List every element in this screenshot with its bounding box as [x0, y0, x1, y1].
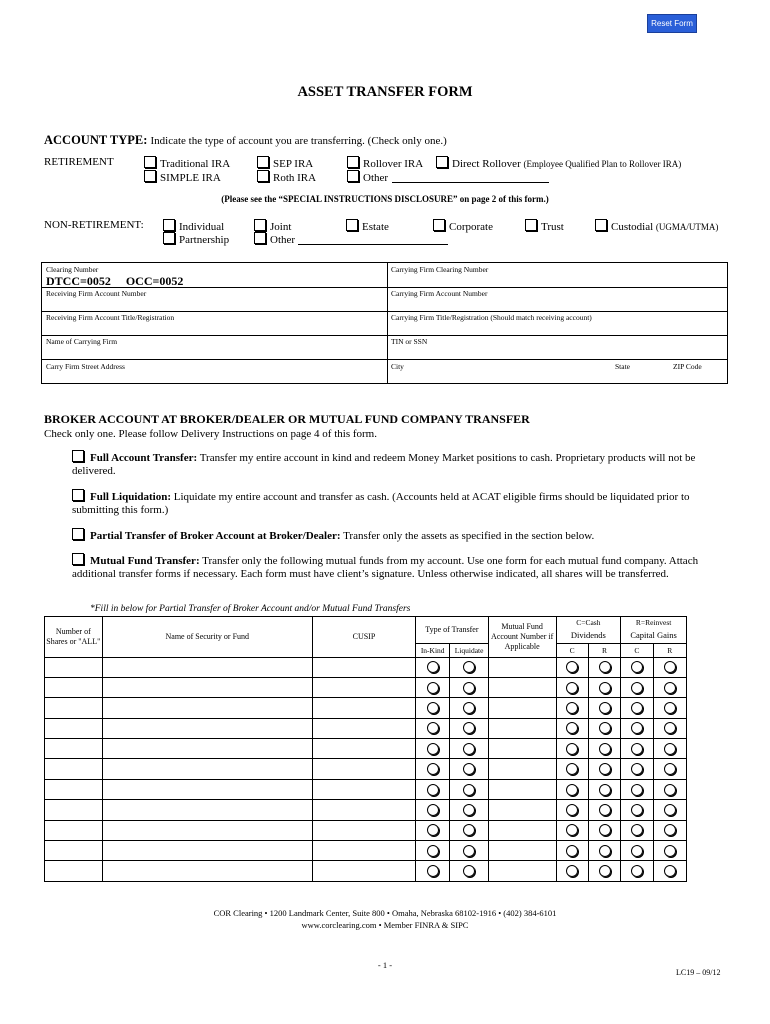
other-nonretirement-line[interactable] [298, 244, 448, 245]
type-of-transfer-header: Type of Transfer [416, 617, 489, 644]
zip-label[interactable]: ZIP Code [673, 362, 702, 371]
form-code: LC19 – 09/12 [676, 968, 721, 977]
liquidate-radio[interactable] [463, 824, 475, 836]
div-cash-radio[interactable] [566, 865, 578, 877]
in-kind-radio[interactable] [427, 845, 439, 857]
mf-account-cell[interactable] [488, 820, 556, 840]
div-reinvest-radio[interactable] [599, 661, 611, 673]
liquidate-radio[interactable] [463, 702, 475, 714]
mf-account-cell[interactable] [488, 677, 556, 697]
table-row [45, 841, 687, 861]
in-kind-radio[interactable] [427, 702, 439, 714]
cusip-cell[interactable] [312, 841, 415, 861]
cg-cash-radio[interactable] [631, 661, 643, 673]
in-kind-radio[interactable] [427, 682, 439, 694]
in-kind-radio[interactable] [427, 804, 439, 816]
firm-info-box [41, 262, 728, 384]
cg-reinvest-radio[interactable] [664, 845, 676, 857]
liquidate-radio[interactable] [463, 763, 475, 775]
in-kind-header: In-Kind [416, 643, 450, 657]
simple-ira-option[interactable]: SIMPLE IRA [144, 170, 221, 184]
liquidate-header: Liquidate [450, 643, 488, 657]
individual-option[interactable]: Individual [163, 219, 224, 233]
div-reinvest-radio[interactable] [599, 682, 611, 694]
table-row [45, 759, 687, 779]
carrying-firm-name-label[interactable]: Name of Carrying Firm [46, 337, 118, 346]
other-retirement-option[interactable]: Other [347, 170, 388, 184]
cusip-cell[interactable] [312, 759, 415, 779]
cg-cash-radio[interactable] [631, 743, 643, 755]
reset-form-button[interactable]: Reset Form [647, 14, 697, 33]
rollover-ira-option[interactable]: Rollover IRA [347, 156, 423, 170]
div-cash-radio[interactable] [566, 804, 578, 816]
shares-cell[interactable] [45, 820, 103, 840]
full-liquidation-option[interactable]: Full Liquidation: Liquidate my entire account and transfer as cash. (Accounts held at ACAT eligible firms should be liquidated prior to submitting this form.) [72, 491, 690, 516]
carrying-clearing-label[interactable]: Carrying Firm Clearing Number [391, 265, 489, 274]
liquidate-radio[interactable] [463, 743, 475, 755]
cash-legend: C=Cash [556, 617, 621, 628]
cusip-cell[interactable] [312, 739, 415, 759]
receiving-title-label[interactable]: Receiving Firm Account Title/Registration [46, 313, 175, 322]
in-kind-radio[interactable] [427, 865, 439, 877]
security-cell[interactable] [102, 718, 312, 738]
estate-option[interactable]: Estate [346, 219, 389, 233]
other-nonretirement-option[interactable]: Other [254, 232, 295, 246]
traditional-ira-option[interactable]: Traditional IRA [144, 156, 230, 170]
liquidate-radio[interactable] [463, 682, 475, 694]
div-cash-radio[interactable] [566, 784, 578, 796]
div-reinvest-radio[interactable] [599, 743, 611, 755]
cg-reinvest-radio[interactable] [664, 682, 676, 694]
security-cell[interactable] [102, 861, 312, 881]
joint-option[interactable]: Joint [254, 219, 291, 233]
div-cash-radio[interactable] [566, 824, 578, 836]
cg-cash-radio[interactable] [631, 865, 643, 877]
table-row [45, 820, 687, 840]
table-row [45, 779, 687, 799]
table-row [45, 657, 687, 677]
cusip-cell[interactable] [312, 820, 415, 840]
cg-reinvest-radio[interactable] [664, 804, 676, 816]
retirement-label: RETIREMENT [44, 156, 114, 168]
div-cash-radio[interactable] [566, 702, 578, 714]
trust-option[interactable]: Trust [525, 219, 564, 233]
cg-cash-radio[interactable] [631, 722, 643, 734]
mf-account-cell[interactable] [488, 739, 556, 759]
security-cell[interactable] [102, 779, 312, 799]
mutual-fund-account-header: Mutual Fund Account Number if Applicable [488, 617, 556, 658]
security-cell[interactable] [102, 820, 312, 840]
liquidate-radio[interactable] [463, 845, 475, 857]
div-reinvest-radio[interactable] [599, 865, 611, 877]
table-row [45, 698, 687, 718]
reinvest-legend: R=Reinvest [621, 617, 687, 628]
cusip-cell[interactable] [312, 698, 415, 718]
security-cell[interactable] [102, 739, 312, 759]
direct-rollover-option[interactable]: Direct Rollover (Employee Qualified Plan to Rollover IRA) [436, 156, 681, 170]
div-cash-radio[interactable] [566, 763, 578, 775]
cg-cash-radio[interactable] [631, 845, 643, 857]
cg-r-header: R [653, 643, 686, 657]
cg-reinvest-radio[interactable] [664, 824, 676, 836]
special-instructions-note: (Please see the “SPECIAL INSTRUCTIONS DISCLOSURE” on page 2 of this form.) [221, 194, 549, 204]
in-kind-radio[interactable] [427, 824, 439, 836]
sep-ira-option[interactable]: SEP IRA [257, 156, 313, 170]
securities-table [44, 616, 687, 882]
form-title: ASSET TRANSFER FORM [297, 84, 473, 100]
broker-instruction: Check only one. Please follow Delivery Instructions on page 4 of this form. [44, 428, 377, 440]
cg-reinvest-radio[interactable] [664, 722, 676, 734]
shares-cell[interactable] [45, 759, 103, 779]
liquidate-radio[interactable] [463, 661, 475, 673]
shares-header: Number of Shares or "ALL" [45, 617, 103, 658]
div-reinvest-radio[interactable] [599, 845, 611, 857]
cusip-cell[interactable] [312, 718, 415, 738]
cusip-cell[interactable] [312, 677, 415, 697]
cg-reinvest-radio[interactable] [664, 784, 676, 796]
cusip-cell[interactable] [312, 657, 415, 677]
cg-cash-radio[interactable] [631, 763, 643, 775]
div-c-header: C [556, 643, 588, 657]
cg-cash-radio[interactable] [631, 824, 643, 836]
dtcc-occ-value: DTCC=0052 OCC=0052 [46, 274, 184, 288]
in-kind-radio[interactable] [427, 743, 439, 755]
security-cell[interactable] [102, 698, 312, 718]
receiving-account-label[interactable]: Receiving Firm Account Number [46, 289, 147, 298]
liquidate-radio[interactable] [463, 804, 475, 816]
security-name-header: Name of Security or Fund [102, 617, 312, 658]
table-row [45, 861, 687, 881]
table-row [45, 739, 687, 759]
partnership-option[interactable]: Partnership [163, 232, 229, 246]
shares-cell[interactable] [45, 800, 103, 820]
mf-account-cell[interactable] [488, 779, 556, 799]
shares-cell[interactable] [45, 698, 103, 718]
shares-cell[interactable] [45, 779, 103, 799]
div-r-header: R [588, 643, 620, 657]
shares-cell[interactable] [45, 739, 103, 759]
security-cell[interactable] [102, 841, 312, 861]
mutual-fund-transfer-option[interactable]: Mutual Fund Transfer: Transfer only the following mutual funds from my account. Use one form for each mutual fund company. Attach additional transfer forms if necessary. Each form must have client’s signature. Unless otherwise indicated, all shares will be transferred. [72, 555, 699, 580]
mf-account-cell[interactable] [488, 800, 556, 820]
dividends-header: Dividends [556, 627, 621, 643]
state-label[interactable]: State [615, 362, 630, 371]
mf-account-cell[interactable] [488, 698, 556, 718]
carrying-title-label[interactable]: Carrying Firm Title/Registration (Should match receiving account) [391, 313, 592, 322]
security-cell[interactable] [102, 677, 312, 697]
shares-cell[interactable] [45, 718, 103, 738]
liquidate-radio[interactable] [463, 784, 475, 796]
shares-cell[interactable] [45, 841, 103, 861]
full-account-transfer-option[interactable]: Full Account Transfer: Transfer my entire account in kind and redeem Money Market positions to cash. Proprietary products will not be delivered. [72, 452, 696, 477]
cg-cash-radio[interactable] [631, 702, 643, 714]
mf-account-cell[interactable] [488, 657, 556, 677]
security-cell[interactable] [102, 800, 312, 820]
mf-account-cell[interactable] [488, 861, 556, 881]
shares-cell[interactable] [45, 861, 103, 881]
carrying-account-label[interactable]: Carrying Firm Account Number [391, 289, 488, 298]
broker-section-heading: BROKER ACCOUNT AT BROKER/DEALER OR MUTUAL FUND COMPANY TRANSFER [44, 412, 530, 426]
div-reinvest-radio[interactable] [599, 824, 611, 836]
cg-reinvest-radio[interactable] [664, 702, 676, 714]
clearing-number-label: Clearing Number [46, 265, 99, 274]
table-row [45, 718, 687, 738]
table-row [45, 677, 687, 697]
mf-account-cell[interactable] [488, 841, 556, 861]
div-reinvest-radio[interactable] [599, 763, 611, 775]
liquidate-radio[interactable] [463, 722, 475, 734]
page-number: - 1 - [377, 960, 393, 970]
table-row [45, 800, 687, 820]
div-cash-radio[interactable] [566, 722, 578, 734]
cg-reinvest-radio[interactable] [664, 743, 676, 755]
security-cell[interactable] [102, 657, 312, 677]
cg-reinvest-radio[interactable] [664, 865, 676, 877]
other-retirement-line[interactable] [392, 182, 549, 183]
cusip-cell[interactable] [312, 861, 415, 881]
capital-gains-header: Capital Gains [621, 627, 687, 643]
fill-in-note: *Fill in below for Partial Transfer of Broker Account and/or Mutual Fund Transfers [90, 604, 411, 614]
cusip-cell[interactable] [312, 779, 415, 799]
div-reinvest-radio[interactable] [599, 722, 611, 734]
div-reinvest-radio[interactable] [599, 804, 611, 816]
shares-cell[interactable] [45, 657, 103, 677]
non-retirement-label: NON-RETIREMENT: [44, 219, 144, 231]
custodial-option[interactable]: Custodial (UGMA/UTMA) [595, 219, 718, 233]
cg-cash-radio[interactable] [631, 784, 643, 796]
cg-reinvest-radio[interactable] [664, 661, 676, 673]
in-kind-radio[interactable] [427, 763, 439, 775]
cg-cash-radio[interactable] [631, 682, 643, 694]
tin-ssn-label[interactable]: TIN or SSN [391, 337, 428, 346]
footer-address: COR Clearing • 1200 Landmark Center, Suite 800 • Omaha, Nebraska 68102-1916 • (402) 384-6101 [213, 908, 557, 918]
cg-reinvest-radio[interactable] [664, 763, 676, 775]
partial-transfer-option[interactable]: Partial Transfer of Broker Account at Broker/Dealer: Transfer only the assets as specified in the section below. [72, 528, 727, 543]
cusip-header: CUSIP [312, 617, 415, 658]
roth-ira-option[interactable]: Roth IRA [257, 170, 316, 184]
div-cash-radio[interactable] [566, 845, 578, 857]
liquidate-radio[interactable] [463, 865, 475, 877]
mf-account-cell[interactable] [488, 718, 556, 738]
cg-cash-radio[interactable] [631, 804, 643, 816]
cg-c-header: C [621, 643, 653, 657]
city-label[interactable]: City [391, 362, 404, 371]
in-kind-radio[interactable] [427, 661, 439, 673]
div-cash-radio[interactable] [566, 661, 578, 673]
in-kind-radio[interactable] [427, 784, 439, 796]
shares-cell[interactable] [45, 677, 103, 697]
corporate-option[interactable]: Corporate [433, 219, 493, 233]
footer-website: www.corclearing.com • Member FINRA & SIPC [301, 920, 469, 930]
div-cash-radio[interactable] [566, 682, 578, 694]
mf-account-cell[interactable] [488, 759, 556, 779]
street-address-label[interactable]: Carry Firm Street Address [46, 362, 125, 371]
in-kind-radio[interactable] [427, 722, 439, 734]
account-type-heading: ACCOUNT TYPE: Indicate the type of account you are transferring. (Check only one.) [44, 133, 447, 147]
security-cell[interactable] [102, 759, 312, 779]
cusip-cell[interactable] [312, 800, 415, 820]
div-reinvest-radio[interactable] [599, 784, 611, 796]
div-cash-radio[interactable] [566, 743, 578, 755]
div-reinvest-radio[interactable] [599, 702, 611, 714]
